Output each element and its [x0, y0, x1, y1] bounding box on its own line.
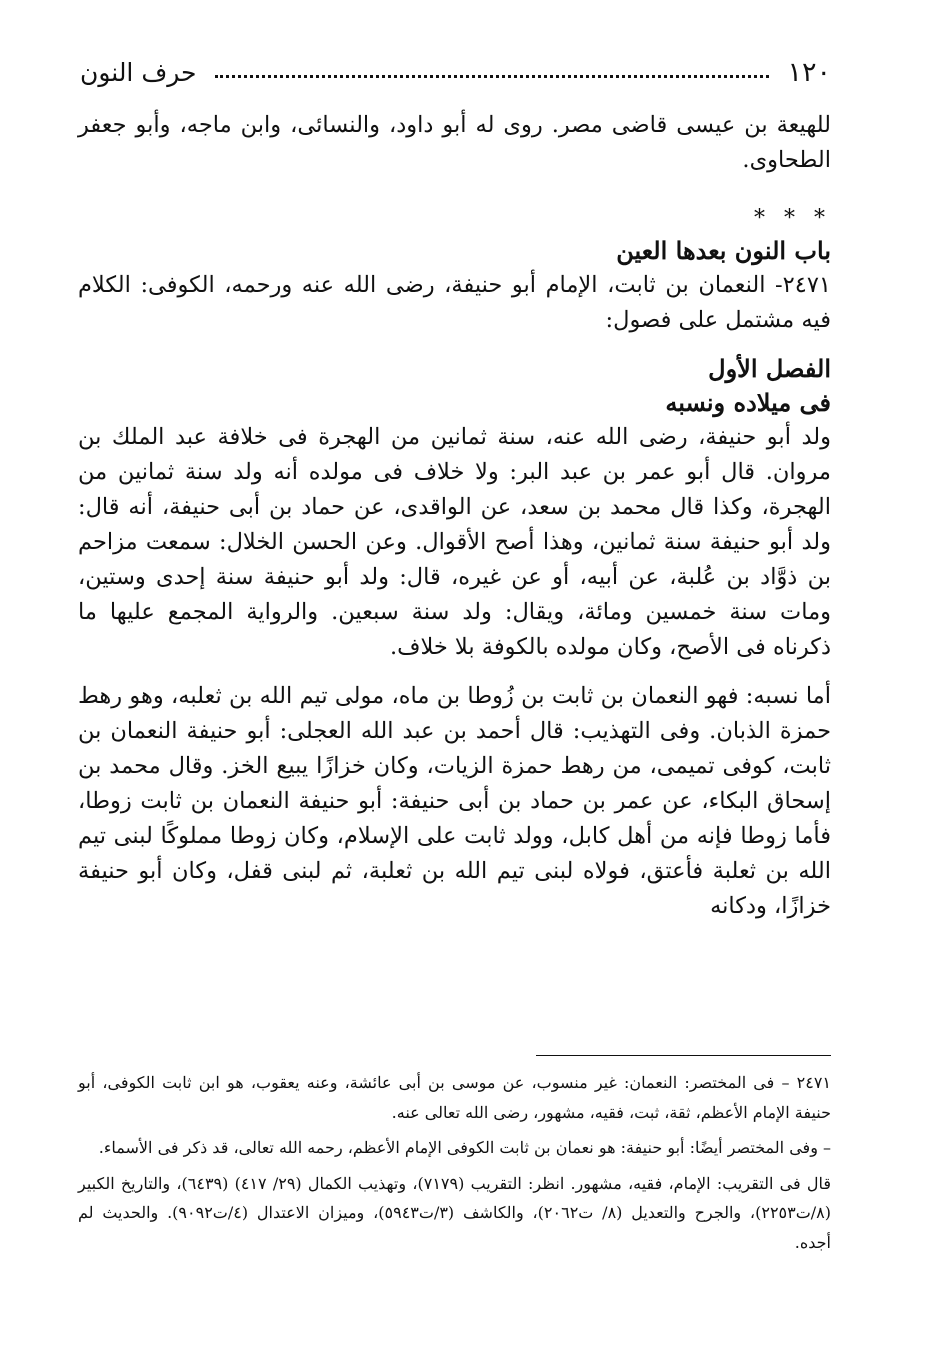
main-text: [78, 108, 831, 924]
footnote-1: ٢٤٧١ – فى المختصر: النعمان: غير منسوب، عن موسى بن أبى عائشة، وعنه يعقوب، هو ابن ثابت الكوفى، أبو حنيفة الإمام الأعظم، ثقة، ثبت، فقيه، مشهور، رضى الله تعالى عنه.: [78, 1073, 831, 1122]
section-heading: باب النون بعدها العين: [616, 236, 831, 265]
header-dotted-leader: [215, 75, 770, 78]
running-title: حرف النون: [80, 57, 197, 87]
footnote-3: قال فى التقريب: الإمام، فقيه، مشهور. انظر: التقريب (٧١٧٩)، وتهذيب الكمال (٢٩/ ٤١٧) (٦٤٣٩)، والتاريخ الكبير (٨/ت٢٢٥٣)، والجرح والتعديل (٨/ ت٢٠٦٢)، والكاشف (٣/ت٥٩٤٣)، وميزان الاعتدال (٤/ت٩٠٩٢). والحديث لم أجده.: [78, 1173, 832, 1252]
paragraph-lineage: أما نسبه: فهو النعمان بن ثابت بن زُوطا بن ماه، مولى تيم الله بن ثعلبه، وهو رهط حمزة الذبان. وفى التهذيب: قال أحمد بن عبد الله العجلى: أبو حنيفة النعمان بن ثابت، كوفى تميمى، من رهط حمزة الزيات، وكان خزازًا يبيع الخز. وقال محمد بن إسحاق البكاء، عن عمر بن حماد بن أبى حنيفة: أبو حنيفة النعمان بن ثابت زوطا، فأما زوطا فإنه من أهل كابل، وولد ثابت على الإسلام، وكان زوطا مملوكًا لبنى تيم الله بن ثعلبة فأعتق، فولاه لبنى تيم الله بن ثعلبة، ثم لبنى قفل، وكان أبو حنيفة خزازًا، ودكانه: [78, 683, 831, 919]
footnote-2: – وفى المختصر أيضًا: أبو حنيفة: هو نعمان بن ثابت الكوفى الإمام الأعظم، رحمه الله تعالى، قد ذكر فى الأسماء.: [98, 1138, 831, 1157]
entry-intro: ٢٤٧١- النعمان بن ثابت، الإمام أبو حنيفة، رضى الله عنه ورحمه، الكوفى: الكلام فيه مشتمل على فصول:: [78, 272, 831, 333]
footnote-divider: [536, 1055, 831, 1056]
page-header: [80, 52, 831, 92]
chapter-title: الفصل الأول: [708, 354, 831, 383]
continuation-paragraph: للهيعة بن عيسى قاضى مصر. روى له أبو داود، والنسائى، وابن ماجه، وأبو جعفر الطحاوى.: [78, 112, 831, 173]
footnotes: [78, 1068, 831, 1257]
chapter-subtitle: فى ميلاده ونسبه: [665, 388, 831, 417]
section-separator: * * *: [754, 206, 831, 231]
paragraph-birth: ولد أبو حنيفة، رضى الله عنه، سنة ثمانين من الهجرة فى خلافة عبد الملك بن مروان. قال أبو عمر بن عبد البر: ولا خلاف فى مولده أنه ولد سنة ثمانين من الهجرة، وكذا قال محمد بن سعد، عن الواقدى، عن حماد بن أبى حنيفة، أنه قال: ولد أبو حنيفة سنة ثمانين، وهذا أصح الأقوال. وعن الحسن الخلال: سمعت مزاحم بن ذوَّاد بن عُلبة، عن أبيه، أو عن غيره، قال: ولد أبو حنيفة سنة إحدى وستين، ومات سنة خمسين ومائة، ويقال: ولد سنة سبعين. والرواية المجمع عليها ما ذكرناه فى الأصح، وكان مولده بالكوفة بلا خلاف.: [78, 424, 831, 660]
page-number: ١٢٠: [787, 56, 831, 88]
